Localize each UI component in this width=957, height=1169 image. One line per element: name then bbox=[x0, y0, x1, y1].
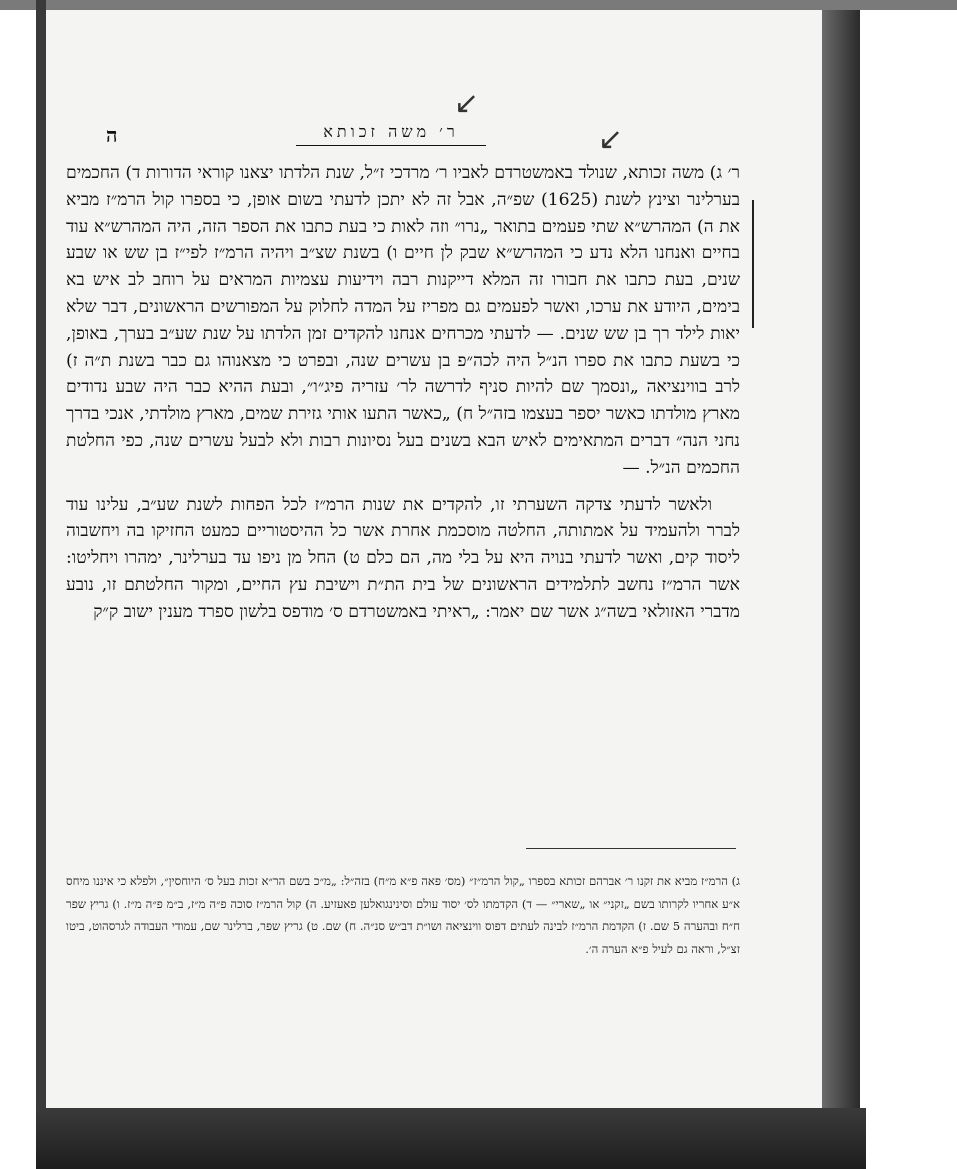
page-number: ה bbox=[106, 123, 118, 147]
page-bottom-shadow bbox=[36, 1108, 866, 1169]
scanner-left-edge bbox=[36, 0, 46, 1169]
paragraph: ולאשר לדעתי צדקה השערתי זו, להקדים את שנות הרמ״ז לכל הפחות לשנת שע״ב, עלינו עוד לברר ולהעמיד על אמתותה, החלטה מוסכמת אחרת אשר כל ההיסטוריים כמעט החזיקו בה ויחשבוה ליסוד קים, ואשר לדעתי בנויה היא על בלי מה, הם כלם ט) החל מן ניפו עד בערלינר, ימהרו ויחליטו: אשר הרמ״ז נחשב לתלמידים הראשונים של בית הת״ת וישיבת עץ החיים, ומקור החלטתם זו, נובע מדברי האזולאי בשה״ג אשר שם יאמר: „ראיתי באמשטרדם ס׳ מודפס בלשון ספרד מענין ישוב ק״ק bbox=[66, 494, 740, 622]
page-right-shadow bbox=[820, 10, 860, 1110]
body-text bbox=[66, 160, 740, 626]
paragraph: ר׳ ג) משה זכותא, שנולד באמשטרדם לאביו ר׳ מרדכי ז״ל, שנת הלדתו יצאנו קוראי הדורות ד) החכמים בערלינר וצינץ לשנת (1625) שפ״ה, אבל זה לא יתכן לדעתי בשום אופן, כי בספרו קול הרמ״ז מביא את ה) המהרש״א שתי פעמים בתואר „נרו״ וזה לאות כי בעת כתבו את הספר הזה, היה המהרש״א עוד בחיים ואנחנו הלא נדע כי המהרש״א שבק לן חיים ו) בשנת שצ״ב ויהיה הרמ״ז לפי״ז בן שש או שבע שנים, בעת כתבו את חבורו זה המלא דייקנות רבה וידיעות עצמיות המראים על רוחב לב איש בא בימים, היודע את ערכו, ואשר לפעמים גם מפריז על המדה לחלוק על המפורשים הראשונים, דבר שלא יאות לילד רך בן שש שנים. — לדעתי מכרחים אנחנו להקדים זמן הלדתו על שנת שע״ב בערך, באופן, כי בשעת כתבו את ספרו הנ״ל היה לכה״פ בן עשרים שנה, ובפרט כי מצאנוהו גם כבר בשנת ת״ה ז) לרב בווינציאה „ונסמך שם להיות סניף לדרשה לר׳ עזריה פיג״ו״, ובעת ההיא כבר היה שבע נדודים מארץ מולדתו כאשר יספר בעצמו בזה״ל ח) „כאשר התעו אותי גזירת שמים, מארץ מולדתי, אנכי בדרך נחני הנה״ דברים המתאימים לאיש הבא בשנים בעל נסיונות רבות ולא לבעל עשרים שנה, כפי החלטת החכמים הנ״ל. — bbox=[66, 163, 740, 478]
handwritten-arrow-icon: ↙ bbox=[454, 86, 480, 121]
book-page bbox=[46, 10, 822, 1108]
margin-mark bbox=[752, 200, 754, 328]
footnotes: ג) הרמ״ז מביא את זקנו ר׳ אברהם זכותא בספרו „קול הרמ״ז״ (מס׳ פאה פ״א מ״ח) בזה״ל: „מ״כ בשם הר״א זכות בעל ס׳ היוחסין״, ולפלא כי איננו מיחס א״ע אחריו לקרותו בשם „זקני״ או „שארי״ — ד) הקדמתו לס׳ יסוד עולם וסינינגואלען פאעזיע. ה) קול הרמ״ז סוכה פ״ה מ״ז, ב״מ פ״ה מ״ז. ו) גריץ שפר ח״ח ובהערה 5 שם. ז) הקדמת הרמ״ז לבינה לעתים דפוס ווינציאה ושו״ת דב״ש סנ״ה. ח) שם. ט) גריץ שפר, ברלינר שם, עמודי העבודה לגרסהוט, ביטו זצ״ל, וראה גם לעיל פ״א הערה ה׳. bbox=[66, 874, 740, 956]
scanner-top-edge bbox=[0, 0, 957, 10]
running-head: ר׳ משה זכותא bbox=[296, 122, 486, 146]
handwritten-arrow-icon: ↙ bbox=[598, 122, 624, 157]
footnote-divider bbox=[526, 848, 736, 849]
